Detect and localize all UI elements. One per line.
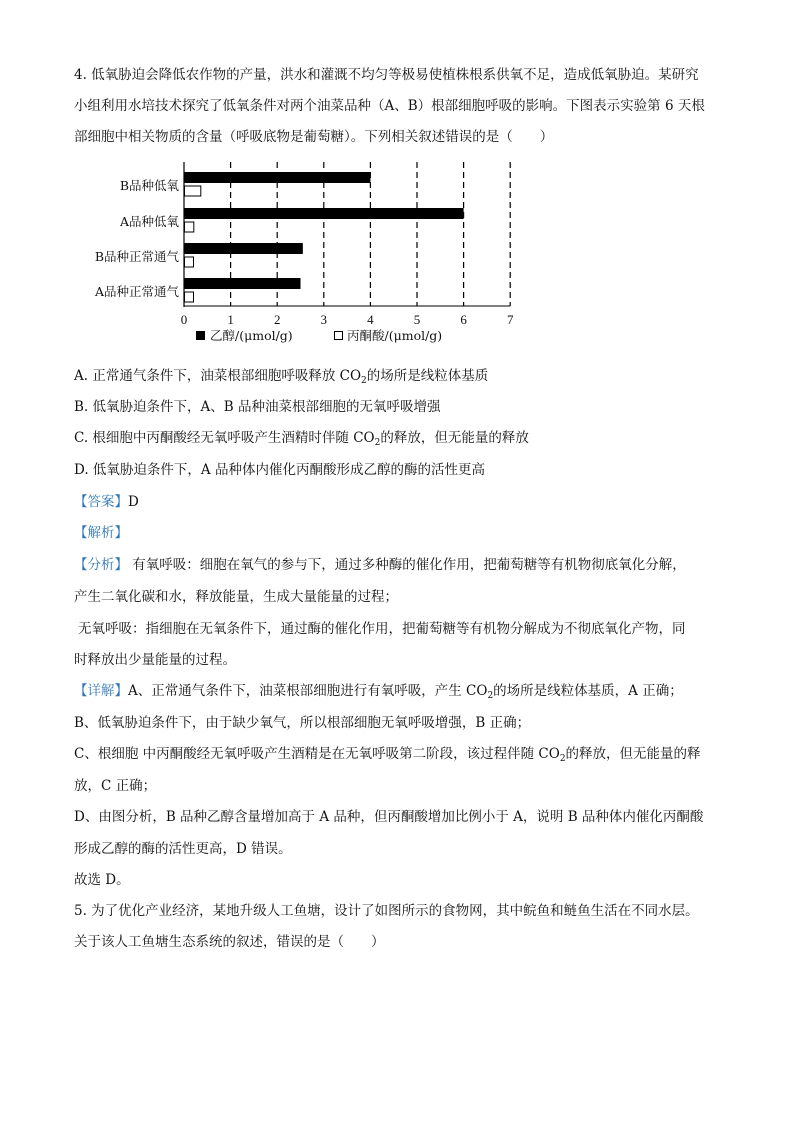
bar-ethanol — [184, 278, 301, 289]
legend-label-ethanol: 乙醇/(μmol/g) — [210, 328, 293, 343]
x-tick-label: 3 — [320, 312, 328, 327]
bar-pyruvate — [185, 222, 194, 232]
bar-ethanol — [184, 208, 464, 219]
x-tick-label: 6 — [460, 312, 467, 327]
detail-c: C、根细胞 中丙酮酸经无氧呼吸产生酒精是在无氧呼吸第二阶段，该过程伴随 $CO_2$的释放，但无能量的释 — [74, 746, 701, 764]
answer-value: D — [128, 494, 139, 510]
option-d: D. 低氧胁迫条件下，A 品种体内催化丙酮酸形成乙醇的酶的活性更高 — [74, 462, 485, 478]
category-label: B品种低氧 — [119, 178, 179, 193]
answer-label: 【答案】 — [74, 494, 128, 510]
legend-swatch-pyruvate — [335, 332, 343, 340]
legend-swatch-ethanol — [196, 331, 205, 340]
category-label: B品种正常通气 — [94, 249, 179, 264]
detail-d-line-1: D、由图分析，B 品种乙醇含量增加高于 A 品种，但丙酮酸增加比例小于 A，说明 B 品种体内催化丙酮酸 — [74, 809, 704, 825]
bar-chart — [0, 0, 794, 360]
detail-d-line-2: 形成乙醇的酶的活性更高，D 错误。 — [74, 841, 292, 857]
analysis-line-1: 【分析】 有氧呼吸：细胞在氧气的参与下，通过多种酶的催化作用，把葡萄糖等有机物彻底氧化分解， — [74, 557, 686, 573]
analysis-line-2: 产生二氧化碳和水，释放能量，生成大量能量的过程； — [74, 589, 398, 605]
q4-stem-line-2: 小组利用水培技术探究了低氧条件对两个油菜品种（A、B）根部细胞呼吸的影响。下图表示实验第 6 天根 — [74, 98, 705, 114]
x-tick-label: 0 — [180, 312, 188, 327]
detail-c-cont: 放，C 正确； — [74, 778, 157, 794]
x-tick-label: 2 — [273, 312, 281, 327]
analysis-line-4: 时释放出少量能量的过程。 — [74, 652, 236, 668]
bar-pyruvate — [185, 186, 201, 196]
detail-b: B、低氧胁迫条件下，由于缺少氧气，所以根部细胞无氧呼吸增强，B 正确； — [74, 715, 531, 731]
category-label: A品种低氧 — [119, 214, 179, 229]
option-c: C. 根细胞中丙酮酸经无氧呼吸产生酒精时伴随 $CO_2$的释放，但无能量的释放 — [74, 430, 529, 448]
category-label: A品种正常通气 — [94, 284, 179, 299]
q4-stem-line-1: 4. 低氧胁迫会降低农作物的产量，洪水和灌溉不均匀等极易使植株根系供氧不足，造成低氧胁迫。某研究 — [74, 67, 699, 83]
x-tick-label: 1 — [227, 312, 234, 327]
detail-final: 故选 D。 — [74, 872, 130, 888]
x-tick-label: 7 — [506, 312, 514, 327]
detail-a: 【详解】A、正常通气条件下，油菜根部细胞进行有氧呼吸，产生 $CO_2$的场所是线粒体基质，A 正确； — [74, 683, 683, 701]
analysis-line-3: 无氧呼吸：指细胞在无氧条件下，通过酶的催化作用，把葡萄糖等有机物分解成为不彻底氧化产物，同 — [78, 621, 686, 637]
answer — [74, 493, 139, 511]
bar-pyruvate — [185, 292, 194, 302]
option-a: A. 正常通气条件下，油菜根部细胞呼吸释放 $CO_2$的场所是线粒体基质 — [74, 368, 489, 386]
option-b: B. 低氧胁迫条件下，A、B 品种油菜根部细胞的无氧呼吸增强 — [74, 399, 441, 415]
q4-stem-line-3: 部细胞中相关物质的含量（呼吸底物是葡萄糖）。下列相关叙述错误的是（ ） — [74, 129, 554, 145]
q5-stem-line-2: 关于该人工鱼塘生态系统的叙述，错误的是（ ） — [74, 934, 385, 950]
bar-pyruvate — [185, 257, 194, 267]
x-tick-label: 4 — [367, 312, 374, 327]
legend-label-pyruvate: 丙酮酸/(μmol/g) — [347, 328, 443, 343]
bar-ethanol — [184, 243, 303, 254]
q5-stem-line-1: 5. 为了优化产业经济，某地升级人工鱼塘，设计了如图所示的食物网，其中鲩鱼和鲢鱼生活在不同水层。 — [74, 903, 699, 919]
bar-ethanol — [184, 172, 370, 183]
analysis-label: 【解析】 — [74, 525, 128, 541]
x-tick-label: 5 — [413, 312, 421, 327]
